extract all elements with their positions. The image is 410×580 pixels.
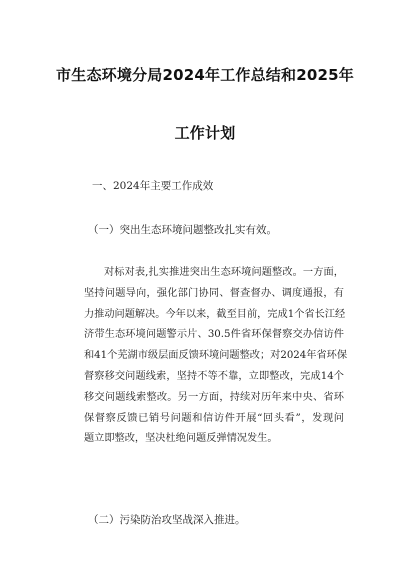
- paragraph-line: 对标对表,扎实推进突出生态环境问题整改。一方面，: [104, 267, 344, 278]
- paragraph-line: 题立即整改，坚决杜绝问题反弹情况发生。: [84, 433, 278, 445]
- paragraph-line: 保督察反馈已销号问题和信访件开展“回头看”，发现问: [84, 412, 344, 424]
- subsection-heading-pollution-control: （二）污染防治攻坚战深入推进。: [88, 514, 246, 526]
- document-title-line-1: 市生态环境分局2024年工作总结和2025年: [56, 66, 354, 84]
- subsection-heading-problem-rectification: （一）突出生态环境问题整改扎实有效。: [88, 224, 277, 236]
- section-heading-2024-achievements: 一、2024年主要工作成效: [92, 180, 214, 192]
- document-title-line-2: 工作计划: [174, 124, 236, 142]
- paragraph-line: 坚持问题导向，强化部门协同、督查督办、调度通报，有: [84, 287, 344, 299]
- paragraph-line: 济带生态环境问题警示片、30.5件省环保督察交办信访件: [84, 329, 344, 341]
- paragraph-line: 移交问题线索整改。另一方面，持续对历年来中央、省环: [84, 391, 344, 403]
- paragraph-line: 力推动问题解决。今年以来，截至目前，完成1个省长江经: [84, 308, 346, 320]
- body-paragraph: [84, 263, 348, 450]
- paragraph-line: 和41个芜湖市级层面反馈环境问题整改；对2024年省环保: [84, 350, 348, 362]
- paragraph-line: 督察移交问题线索，坚持不等不靠，立即整改，完成14个: [84, 370, 344, 382]
